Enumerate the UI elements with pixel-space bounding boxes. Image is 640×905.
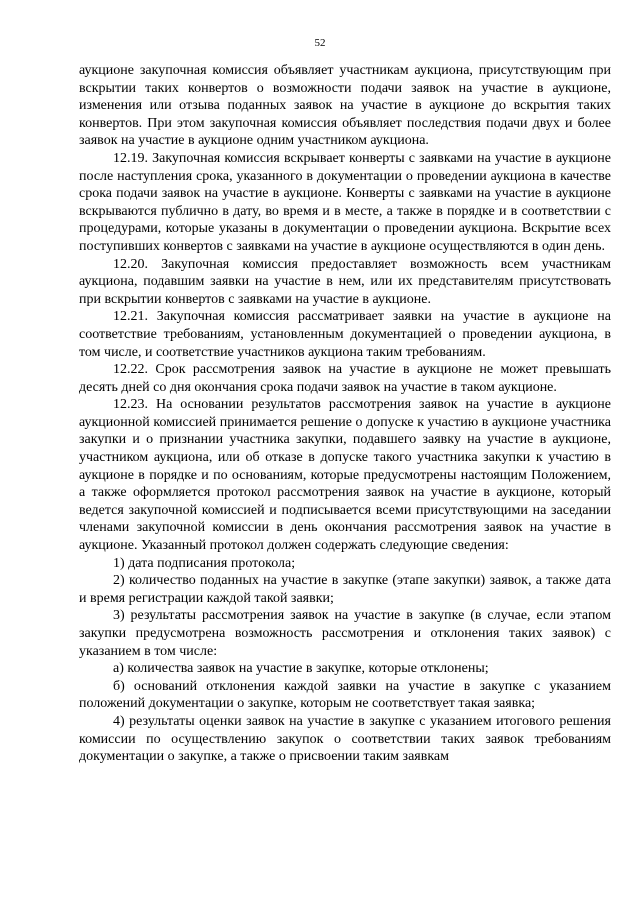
page-number: 52	[314, 37, 326, 49]
paragraph-12-19: 12.19. Закупочная комиссия вскрывает конверты с заявками на участие в аукционе после наступления срока, указанного в документации о проведении аукциона в качестве срока подачи заявок на участие в аукционе. Конверты с заявками на участие в аукционе вскрываются публично в дату, во время и в месте, а также в порядке и в соответствии с процедурами, которые указаны в документации о проведении аукциона. Вскрытие всех поступивших конвертов с заявками на участие в аукционе осуществляются в один день.	[79, 150, 611, 254]
list-item-2: 2) количество поданных на участие в закупке (этапе закупки) заявок, а также дата и время регистрации каждой такой заявки;	[79, 573, 611, 606]
list-item-3b: б) оснований отклонения каждой заявки на участие в закупке с указанием положений документации о закупке, которым не соответствует такая заявка;	[79, 678, 611, 712]
paragraph-12-22: 12.22. Срок рассмотрения заявок на участие в аукционе не может превышать десять дней со дня окончания срока подачи заявок на участие в таком аукционе.	[79, 362, 611, 395]
paragraph-12-20: 12.20. Закупочная комиссия предоставляет возможность всем участникам аукциона, подавшим заявки на участие в нем, или их представителям присутствовать при вскрытии конвертов с заявками на участие в аукционе.	[79, 256, 611, 307]
list-item-3: 3) результаты рассмотрения заявок на участие в закупке (в случае, если этапом закупки предусмотрена возможность рассмотрения и отклонения таких заявок) с указанием в том числе:	[79, 608, 611, 659]
paragraph-continuation: аукционе закупочная комиссия объявляет участникам аукциона, присутствующим при вскрытии таких конвертов о возможности подачи заявок на участие в аукционе, изменения или отзыва поданных заявок на участие в аукционе до вскрытия таких конвертов. При этом закупочная комиссия объявляет последствия подачи двух и более заявок на участие в аукционе одним участником аукциона.	[79, 63, 611, 149]
list-item-4: 4) результаты оценки заявок на участие в закупке с указанием итогового решения комиссии по осуществлению закупок о соответствии таких заявок требованиям документации о закупке, а также о присвоении таким заявкам	[79, 713, 611, 765]
document-body	[79, 62, 611, 766]
paragraph-12-23: 12.23. На основании результатов рассмотрения заявок на участие в аукционе аукционной комиссией принимается решение о допуске к участию в аукционе участника закупки и о признании участника закупки, подавшего заявку на участие в аукционе, участником аукциона, или об отказе в допуске такого участника закупки к участию в аукционе в порядке и по основаниям, которые предусмотрены настоящим Положением, а также оформляется протокол рассмотрения заявок на участие в аукционе, который ведется закупочной комиссией и подписывается всеми присутствующими на заседании членами закупочной комиссии в день окончания рассмотрения заявок на участие в аукционе. Указанный протокол должен содержать следующие сведения:	[79, 397, 611, 554]
paragraph-12-21: 12.21. Закупочная комиссия рассматривает заявки на участие в аукционе на соответствие требованиям, установленным документацией о проведении аукциона, в том числе, и соответствие участников аукциона таким требованиям.	[79, 309, 611, 360]
list-item-1: 1) дата подписания протокола;	[113, 555, 296, 571]
list-item-3a: а) количества заявок на участие в закупке, которые отклонены;	[113, 661, 489, 677]
